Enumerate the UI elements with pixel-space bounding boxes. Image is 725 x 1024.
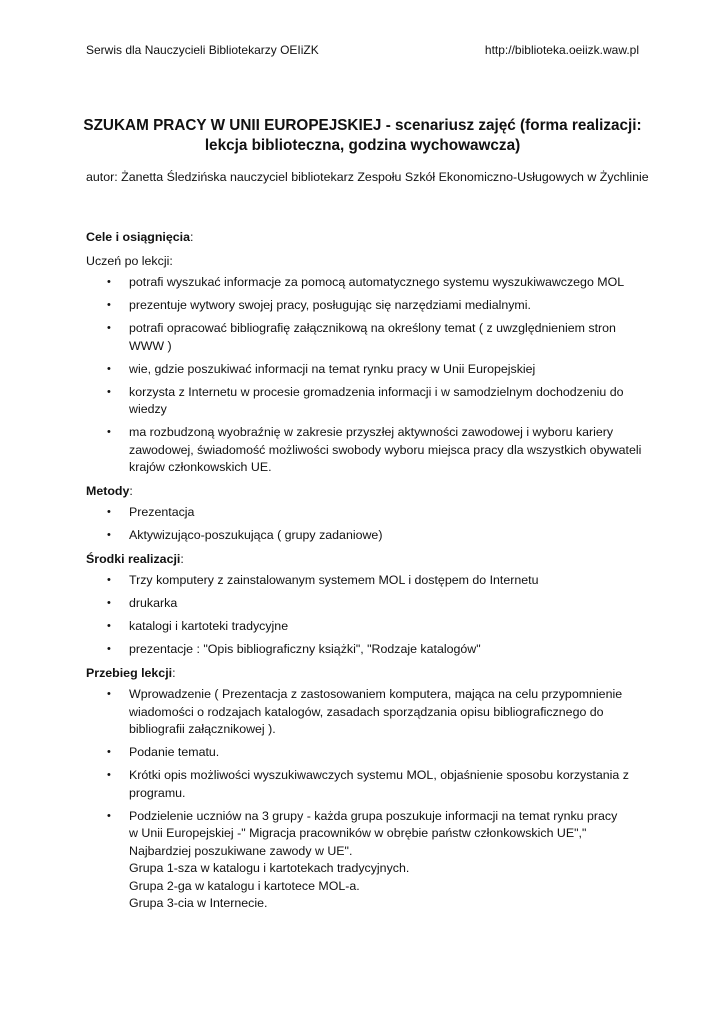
section-heading-means: Środki realizacji:: [86, 551, 184, 566]
list-item: • potrafi wyszukać informacje za pomocą automatycznego systemu wyszukiwawczego MOL: [86, 274, 646, 292]
list-item: • potrafi opracować bibliografię załącznikową na określony temat ( z uwzględnieniem stron WWW ): [107, 321, 616, 353]
author-line: autor: Żanetta Śledzińska nauczyciel bibliotekarz Zespołu Szkół Ekonomiczno-Usługowych w Żychlinie: [86, 170, 649, 184]
bullet-icon: •: [107, 597, 111, 609]
section-heading-methods: Metody:: [86, 483, 133, 498]
site-name: Serwis dla Nauczycieli Bibliotekarzy OEIiZK: [86, 43, 319, 57]
list-item: • Krótki opis możliwości wyszukiwawczych systemu MOL, objaśnienie sposobu korzystania z programu.: [107, 768, 629, 800]
group-item-line: Grupa 1-sza w katalogu i kartotekach tradycyjnych.: [129, 861, 410, 875]
bullet-icon: •: [107, 385, 111, 398]
bullet-icon: •: [107, 643, 111, 655]
bullet-icon: •: [107, 769, 111, 781]
group-item-line: Grupa 2-ga w katalogu i kartotece MOL-a.: [129, 878, 360, 893]
bullet-icon: •: [107, 574, 111, 586]
goals-list: [86, 274, 646, 477]
site-url[interactable]: http://biblioteka.oeiizk.waw.pl: [484, 43, 639, 57]
list-item: • Prezentacja: [86, 504, 646, 522]
list-item: • Wprowadzenie ( Prezentacja z zastosowaniem komputera, mająca na celu przypomnienie wiadomości o rodzajach katalogów, zasadach sporządzania opisu bibliograficznego do bibliografii załącznikowej ).: [107, 687, 623, 736]
group-item-line: Podzielenie uczniów na 3 grupy - każda grupa poszukuje informacji na temat rynku pracy: [129, 808, 618, 823]
bullet-icon: •: [107, 276, 111, 288]
means-list: [86, 572, 646, 659]
list-item: • ma rozbudzoną wyobraźnię w zakresie przyszłej aktywności zawodowej i wyboru kariery zawodowej, świadomość możliwości swobody wyboru miejsca pracy dla wszystkich obywateli krajów członkowskich UE.: [107, 425, 642, 474]
bullet-icon: •: [107, 506, 111, 518]
list-item: • katalogi i kartoteki tradycyjne: [86, 618, 646, 636]
bullet-icon: •: [107, 529, 111, 541]
bullet-icon: •: [107, 746, 111, 758]
goals-intro: Uczeń po lekcji:: [86, 253, 173, 268]
document-body: [86, 229, 646, 918]
list-item: • wie, gdzie poszukiwać informacji na temat rynku pracy w Unii Europejskiej: [86, 361, 646, 379]
bullet-icon: •: [107, 620, 111, 632]
document-title: [80, 116, 645, 156]
list-item: • prezentacje : "Opis bibliograficzny książki", "Rodzaje katalogów": [86, 641, 646, 659]
section-heading-goals: Cele i osiągnięcia:: [86, 230, 194, 244]
title-line-1: SZUKAM PRACY W UNII EUROPEJSKIEJ - scenariusz zajęć (forma realizacji:: [83, 117, 642, 134]
title-line-2: lekcja biblioteczna, godzina wychowawcza): [204, 137, 521, 154]
bullet-icon: •: [107, 688, 111, 700]
list-item: • Aktywizująco-poszukująca ( grupy zadaniowe): [86, 527, 646, 545]
bullet-icon: •: [107, 809, 111, 822]
group-item-line: Najbardziej poszukiwane zawody w UE".: [129, 843, 353, 858]
list-item: • prezentuje wytwory swojej pracy, posługując się narzędziami medialnymi.: [86, 297, 646, 315]
methods-list: [86, 504, 646, 545]
list-item: • korzysta z Internetu w procesie gromadzenia informacji i w samodzielnym dochodzeniu do wiedzy: [107, 384, 624, 416]
bullet-icon: •: [107, 426, 111, 438]
bullet-icon: •: [107, 362, 111, 375]
list-item: [86, 808, 646, 913]
list-item: • Podanie tematu.: [86, 744, 646, 762]
bullet-icon: •: [107, 299, 111, 311]
course-list: [86, 686, 646, 913]
page-header: [86, 43, 639, 59]
list-item: • Trzy komputery z zainstalowanym systemem MOL i dostępem do Internetu: [86, 572, 646, 590]
bullet-icon: •: [107, 322, 111, 334]
list-item: • drukarka: [86, 595, 646, 613]
group-item-line: Grupa 3-cia w Internecie.: [129, 896, 268, 910]
group-item-line: w Unii Europejskiej -" Migracja pracowników w obrębie państw członkowskich UE",": [129, 826, 587, 840]
section-heading-course: Przebieg lekcji:: [86, 665, 176, 680]
